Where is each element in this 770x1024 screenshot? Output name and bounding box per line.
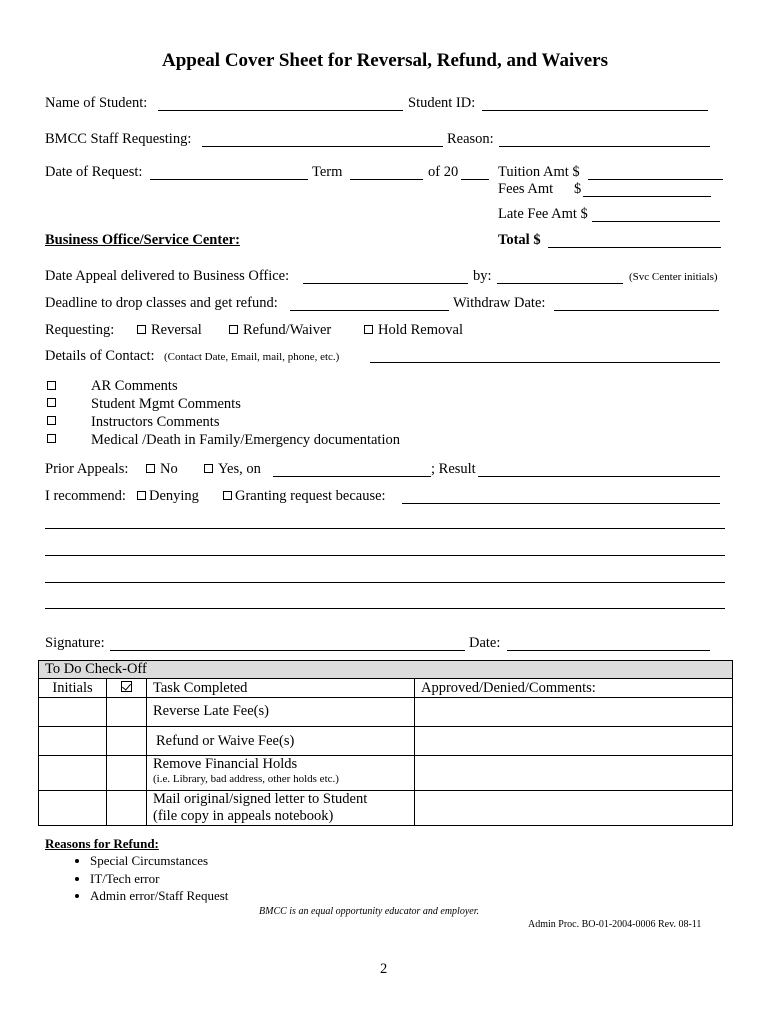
reason-field[interactable] [499,146,710,147]
refund-waiver-checkbox[interactable] [229,325,238,334]
comments-cell[interactable] [415,791,733,826]
result-label: ; Result [431,461,476,477]
table-row [39,698,733,727]
reversal-label: Reversal [151,322,202,338]
term-field[interactable] [350,179,423,180]
student-id-field[interactable] [482,110,708,111]
staff-requesting-field[interactable] [202,146,443,147]
reversal-checkbox[interactable] [137,325,146,334]
withdraw-date-label: Withdraw Date: [453,295,546,311]
name-of-student-field[interactable] [158,110,403,111]
of-20-label: of 20 [428,164,459,180]
todo-checkoff-table [38,660,733,826]
comment-line-2[interactable] [45,555,725,556]
admin-proc-code: Admin Proc. BO-01-2004-0006 Rev. 08-11 [528,919,702,930]
business-office-heading: Business Office/Service Center: [45,232,240,248]
reversal-option[interactable] [137,322,202,339]
list-item: • Admin error/Staff Request [90,887,228,905]
student-mgmt-comments-checkbox[interactable] [47,398,56,407]
col-approved-header: Approved/Denied/Comments: [415,679,733,698]
refund-waiver-label: Refund/Waiver [243,322,332,338]
tuition-amt-field[interactable] [588,179,723,180]
checkoff-column-headers [39,679,733,698]
page-number: 2 [380,961,388,977]
signature-field[interactable] [110,650,465,651]
fees-amt-label: Fees Amt [498,181,554,197]
details-of-contact-field[interactable] [370,362,720,363]
initials-cell[interactable] [39,756,107,791]
year-field[interactable] [461,179,489,180]
check-cell[interactable] [107,791,147,826]
details-of-contact-hint: (Contact Date, Email, mail, phone, etc.) [164,351,340,363]
details-of-contact-label: Details of Contact: [45,348,155,364]
col-initials-header: Initials [39,679,107,698]
medical-documentation-label: Medical /Death in Family/Emergency documentation [91,432,400,448]
fees-dollar-sign: $ [574,181,582,197]
granting-label: Granting request because: [235,488,386,504]
check-cell[interactable] [107,727,147,756]
signature-label: Signature: [45,635,105,651]
prior-appeals-no-checkbox[interactable] [146,464,155,473]
page-title: Appeal Cover Sheet for Reversal, Refund, and Waivers [162,50,608,71]
no-label: No [160,461,178,477]
hold-removal-label: Hold Removal [378,322,463,338]
denying-option[interactable] [137,488,199,505]
task-sublabel: (file copy in appeals notebook) [153,808,334,824]
hold-removal-checkbox[interactable] [364,325,373,334]
prior-appeals-no-option[interactable] [146,461,178,478]
refund-waiver-option[interactable] [229,322,331,339]
term-label: Term [312,164,343,180]
col-check-header [107,679,147,698]
hold-removal-option[interactable] [364,322,463,339]
tuition-amt-label: Tuition Amt $ [498,164,580,180]
check-cell[interactable] [107,756,147,791]
total-label: Total $ [498,232,541,248]
date-of-request-label: Date of Request: [45,164,143,180]
comments-cell[interactable] [415,698,733,727]
instructors-comments-checkbox[interactable] [47,416,56,425]
checked-box-icon [121,681,132,692]
col-task-header: Task Completed [147,679,415,698]
i-recommend-label: I recommend: [45,488,126,504]
signature-date-label: Date: [469,635,501,651]
granting-checkbox[interactable] [223,491,232,500]
granting-option[interactable] [223,488,386,505]
name-of-student-label: Name of Student: [45,95,148,111]
granting-reason-field[interactable] [402,503,720,504]
task-cell [147,756,415,791]
comment-line-1[interactable] [45,528,725,529]
fees-amt-field[interactable] [583,196,711,197]
svc-center-initials-hint: (Svc Center initials) [629,271,718,283]
medical-documentation-checkbox[interactable] [47,434,56,443]
reasons-list [45,852,228,905]
signature-date-field[interactable] [507,650,710,651]
list-item: • IT/Tech error [90,870,228,888]
initials-cell[interactable] [39,791,107,826]
ar-comments-label: AR Comments [91,378,178,394]
by-label: by: [473,268,492,284]
withdraw-date-field[interactable] [554,310,719,311]
task-label: Mail original/signed letter to Student [153,791,368,807]
task-sublabel: (i.e. Library, bad address, other holds etc.) [153,773,339,785]
comments-cell[interactable] [415,727,733,756]
late-fee-amt-field[interactable] [592,221,720,222]
deadline-drop-field[interactable] [290,310,449,311]
requesting-label: Requesting: [45,322,115,338]
task-cell: Reverse Late Fee(s) [147,698,415,727]
ar-comments-checkbox[interactable] [47,381,56,390]
comments-cell[interactable] [415,756,733,791]
instructors-comments-label: Instructors Comments [91,414,220,430]
task-cell [147,791,415,826]
initials-cell[interactable] [39,727,107,756]
table-row [39,756,733,791]
check-cell[interactable] [107,698,147,727]
checkoff-header: To Do Check-Off [39,661,733,679]
result-field[interactable] [478,476,720,477]
prior-appeals-label: Prior Appeals: [45,461,129,477]
comment-line-3[interactable] [45,582,725,583]
checkoff-header-row [39,661,733,679]
task-label: Remove Financial Holds [153,756,298,772]
denying-label: Denying [149,488,199,504]
reasons-heading: Reasons for Refund: [45,836,159,851]
late-fee-amt-label: Late Fee Amt $ [498,206,588,222]
list-item: • Special Circumstances [90,852,228,870]
equal-opportunity-statement: BMCC is an equal opportunity educator and employer. [259,906,479,917]
task-cell: Refund or Waive Fee(s) [147,727,415,756]
prior-appeal-date-field[interactable] [273,476,431,477]
table-row [39,791,733,826]
total-field[interactable] [548,247,721,248]
prior-appeals-yes-option[interactable] [204,461,261,478]
date-of-request-field[interactable] [150,179,308,180]
yes-on-label: Yes, on [218,461,261,477]
date-appeal-delivered-label: Date Appeal delivered to Business Office: [45,268,290,284]
comment-line-4[interactable] [45,608,725,609]
table-row [39,727,733,756]
staff-requesting-label: BMCC Staff Requesting: [45,131,192,147]
prior-appeals-yes-checkbox[interactable] [204,464,213,473]
reason-label: Reason: [447,131,494,147]
student-id-label: Student ID: [408,95,476,111]
initials-cell[interactable] [39,698,107,727]
deadline-drop-label: Deadline to drop classes and get refund: [45,295,278,311]
date-appeal-delivered-field[interactable] [303,283,468,284]
student-mgmt-comments-label: Student Mgmt Comments [91,396,241,412]
denying-checkbox[interactable] [137,491,146,500]
svc-initials-field[interactable] [497,283,623,284]
